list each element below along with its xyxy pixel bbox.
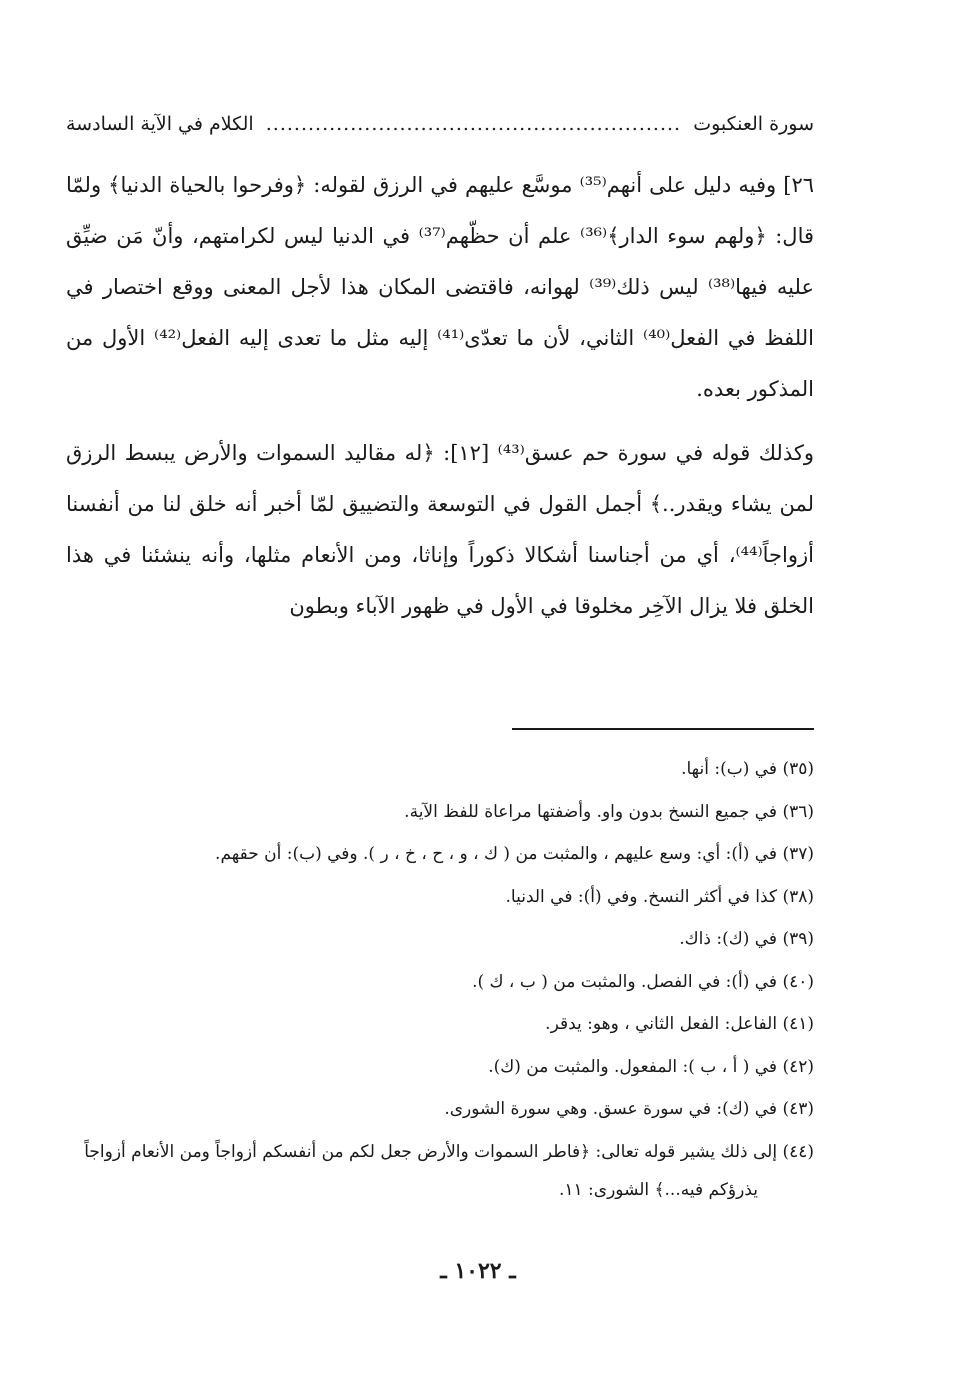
header-section-title: الكلام في الآية السادسة (66, 113, 254, 135)
footnote-41: (٤١) الفاعل: الفعل الثاني ، وهو: يدقر. (545, 1014, 814, 1034)
header-surah-title: سورة العنكبوت (693, 113, 814, 135)
footnote-42: (٤٢) في ( أ ، ب ): المفعول. والمثبت من (ك). (488, 1056, 814, 1077)
body-paragraph-2: وكذلك قوله في سورة حم عسق⁽⁴³⁾ [١٢]: ﴿له مقاليد السموات والأرض يبسط الرزق لمن يشاء ويقدر..﴾ أجمل القول في التوسعة والتضييق لمّا أخبر أنه خلق لنا من أنفسنا أزواجاً⁽⁴⁴⁾، أي من أجناسنا أشكالا ذكوراً وإناثا، ومن الأنعام مثلها، وأنه ينشئنا في هذا الخلق فلا يزال الآخِر مخلوقا في الأول في ظهور الآباء وبطون (66, 441, 814, 618)
footnote-43: (٤٣) في (ك): في سورة عسق. وهي سورة الشورى. (444, 1099, 814, 1119)
running-header (66, 106, 814, 142)
footnote-38: (٣٨) كذا في أكثر النسخ. وفي (أ): في الدنيا. (505, 886, 814, 907)
footnotes-list (66, 748, 814, 1209)
footnote-44: (٤٤) إلى ذلك يشير قوله تعالى: ﴿فاطر السموات والأرض جعل لكم من أنفسكم أزواجاً ومن الأنعام أزواجاً يذرؤكم فيه...﴾ الشورى: ١١. (84, 1141, 814, 1200)
header-leader-dots: ........................................................... (265, 113, 682, 135)
footnote-divider (512, 728, 814, 730)
footnote-36: (٣٦) في جميع النسخ بدون واو. وأضفتها مراعاة للفظ الآية. (404, 801, 814, 822)
body-paragraph-1: ٢٦] وفيه دليل على أنهم⁽³⁵⁾ موسَّع عليهم في الرزق لقوله: ﴿وفرحوا بالحياة الدنيا﴾ ولمّا قال: ﴿ولهم سوء الدار﴾⁽³⁶⁾ علم أن حظّهم⁽³⁷⁾ في الدنيا ليس لكرامتهم، وأنّ مَن ضيِّق عليه فيها⁽³⁸⁾ ليس ذلك⁽³⁹⁾ لهوانه، فاقتضى المكان هذا لأجل المعنى ووقع اختصار في اللفظ في الفعل⁽⁴⁰⁾ الثاني، لأن ما تعدّى⁽⁴¹⁾ إليه مثل ما تعدى إليه الفعل⁽⁴²⁾ الأول من المذكور بعده. (66, 173, 815, 401)
footnote-35: (٣٥) في (ب): أنها. (681, 759, 814, 779)
footnote-37: (٣٧) في (أ): أي: وسع عليهم ، والمثبت من ( ك ، و ، ح ، خ ، ر ). وفي (ب): أن حقهم. (215, 844, 814, 864)
footnote-40: (٤٠) في (أ): في الفصل. والمثبت من ( ب ، ك ). (472, 971, 814, 992)
footnote-39: (٣٩) في (ك): ذاك. (679, 929, 814, 949)
page-number: ـ ١٠٢٢ ـ (440, 1258, 516, 1284)
